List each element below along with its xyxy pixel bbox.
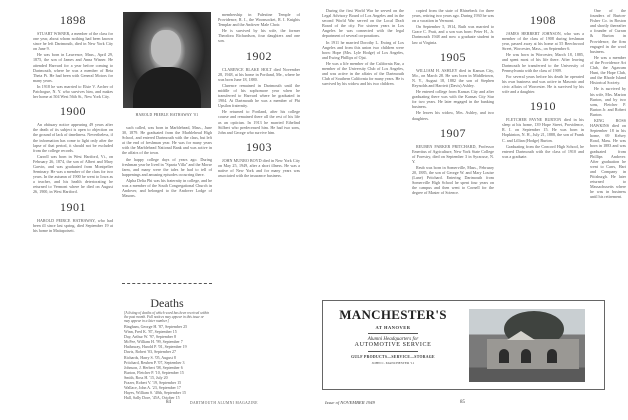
obituary-paragraph: CLARENCE BLAKE HOLT died November 28, 1948, at his home in Portland, Me., where he was born June 18, 1880.	[218, 66, 300, 82]
issue-date: Issue of NOVEMBER 1949	[325, 400, 375, 405]
left-column-2	[122, 125, 212, 280]
death-entry: Winn, Fred K. '87, September 15	[124, 329, 177, 335]
obituary-paragraph: membership in Palestine Temple of Providence, R. I., the Woonsocket, R. I. Knights Templar and the Andover Male Choir.	[218, 12, 300, 28]
photo-caption: HAROLD PREBLE HATHAWAY '01	[135, 113, 199, 117]
obituary-paragraph: One of the founders of Burton-Fisher Co. in Boston and shortly thereafter a founder of Curran & Burton in Providence, the firm engaged in the wool business.	[590, 8, 626, 54]
photo-face	[151, 30, 181, 66]
class-year-heading: 1898	[60, 13, 86, 27]
obituary-paragraph: An obituary notice appearing 49 years after the death of its subject is open to objection on the ground of lack of timeliness. Nevertheless, if the information has come to light only after the lapse of that period, it should not be excluded from the college records.	[33, 122, 113, 153]
obituary-paragraph: In 1918 he was married to Elsie V. Archer of Patchogue, N. Y. who survives him, and makes her home at 504 West 56th St., New York City.	[33, 83, 113, 100]
death-entry: Bingham, George H. '87, September 25	[124, 324, 188, 329]
obituary-paragraph: KING ROSS HAWKINS died on September 18 in his home, 69 Kelsey Road, Mass. He was born in 1883 and was graduated from Phillips Andover. After graduation he went to Carrs, Hart and Company in Pittsburgh. He later returned to Massachusetts where he was in business until his retirement.	[590, 117, 626, 200]
obituary-paragraph: He was born in Lawrence, Mass., April 29, 1875, the son of James and Anna Wisner. He attended Harvard for a year before coming to Dartmouth, where he was a member of Beta Theta Pi. He had been with General Motors for many years.	[33, 52, 113, 83]
ad-title: MANCHESTER'S	[339, 307, 447, 322]
obituary-paragraph: He is survived by his wife, Mrs. Marion Burton, and by two sons, Fletcher P. Burton Jr. and Robert Burton.	[590, 86, 626, 117]
portrait-photo	[123, 12, 211, 108]
ad-rule	[368, 333, 418, 334]
obituary-paragraph: WILLIAM H. ASHLEY died in Kansas City, Mo., on March 28. He was born in Middletown, N. Y., August 18, 1882 the son of Stephen Reynolds and Harriett (Davis) Ashley.	[412, 67, 494, 88]
death-entry: Frazer, Robert V. '19, September 15	[124, 380, 182, 386]
manchesters-advertisement	[322, 300, 605, 390]
photo-body	[133, 67, 201, 108]
death-entry: Pritchard, Reuben P. '07, September 3	[124, 359, 185, 365]
death-entry: Hall, Sally Dore, '45A, October 15	[124, 395, 180, 401]
ad-rule	[368, 351, 418, 352]
class-year-heading: 1910	[530, 99, 556, 114]
class-year-heading: 1905	[440, 49, 466, 64]
obituary-paragraph: REUBEN PARKER PRITCHARD, Professor Emeritus of Agriculture, New York State College of Forestry, died on September 3 in Syracuse, N. Y.	[412, 143, 494, 164]
death-entry: Day, Arthur W. '97, September 8	[124, 334, 177, 340]
obituary-paragraph: He was born in Worcester, March 18, 1885, and spent most of his life there. After leaving Dartmouth he transferred to the University of Pennsylvania with the class of 1909.	[502, 52, 584, 73]
photo-door	[499, 349, 509, 363]
left-column-1	[33, 8, 113, 398]
ad-owner: JOHN C. MANCHESTER '11	[371, 361, 415, 365]
obituary-paragraph: He leaves his widow, Mrs. Ashley, and two daughters.	[412, 110, 494, 121]
obituary-paragraph: STUART WISNER, a member of the class for one year, about whom nothing had been known since he left Dartmouth, died in New York City on June 9.	[33, 31, 113, 52]
deaths-heading: Deaths	[150, 296, 184, 310]
right-column-4	[590, 8, 626, 294]
obituary-paragraph: such called, was born in Marblehead, Mass., June 30, 1879. He graduated from the Marblehead High School, and entered Dartmouth with the class, but left at the end of freshman year. He was for many years with the Marblehead National Bank and was active in the affairs of the town.	[122, 125, 212, 156]
ad-service: AUTOMOTIVE SERVICE	[354, 342, 432, 348]
right-column-3	[502, 8, 584, 294]
class-year-heading: 1901	[60, 199, 86, 214]
left-column-3	[218, 12, 300, 398]
obituary-paragraph: copied from the state of Rhinebeck for three years, retiring two years ago. During 1930 he was on a vacation in Vermont.	[412, 8, 494, 24]
left-page-number: 84	[166, 400, 171, 405]
ad-subtitle: AT HANOVER	[375, 325, 411, 330]
obituary-paragraph: HAROLD PEIRCE HATHAWAY, who had been ill since last spring, died September 19 at his home in Mattapoisett.	[33, 217, 113, 233]
garage-photo	[469, 309, 585, 382]
obituary-paragraph: Alpha Delta Phi was his fraternity in college, and he was a member of the South Congregational Church in Andover, and belonged to the Andover Lodge of Masons.	[122, 177, 212, 199]
ad-products: GULF PRODUCTS—SERVICE—STORAGE	[351, 355, 435, 359]
class-year-heading: 1907	[440, 125, 466, 140]
obituary-paragraph: On September 5, 1914, Ruth was married to Grace C. Pratt, and a son was born: Peter H., Jr. Dartmouth 1948 and now a graduate student in law at Virginia.	[412, 24, 494, 45]
photo-door	[547, 349, 557, 363]
obituary-paragraph: He was a life member of the California Bar, a member of the University Club of Los Angeles, and was active in the affairs of the Dartmouth Club of Southern California for many years. He is survived by his widow and his two children.	[322, 60, 404, 87]
ad-tagline: Alumni Headquarters for	[367, 337, 419, 342]
obituary-paragraph: He is survived by his wife, the former Theodora Richardson, four daughters and one son.	[218, 28, 300, 44]
death-entry: Davis, Robert '03, September 27	[124, 349, 177, 355]
magazine-footer: DARTMOUTH ALUMNI MAGAZINE	[190, 401, 258, 405]
death-entry: Richards, Harry S. '05, August 8	[124, 354, 176, 360]
obituary-paragraph: FLETCHER PAYNE BURTON died in his sleep at his home, 139 Hope Street, Providence, R. I. on September 15. He was born in Hopkinton, N. H., July 21, 1888, the son of Frank C. and Lillian (Hodge) Burton.	[502, 117, 584, 143]
obituary-paragraph: Carroll was born in West Hartford, Vt., on February 26, 1874, the son of Albert and Mary Garvin, and was graduated from Montpelier Seminary. He was a member of the class for two years. In the autumn of 1900 he went to Iowa as a teacher, and his health deteriorating he returned to Vermont where he died on August 26, 1900, in West Hartford.	[33, 153, 113, 195]
class-year-heading: 1903	[246, 139, 272, 154]
class-year-heading: 1900	[60, 104, 86, 119]
class-year-heading: 1908	[530, 13, 556, 27]
death-entry: Hayes, William S. '40th, September 15	[124, 390, 187, 396]
deaths-list	[124, 324, 210, 400]
obituary-paragraph: In 1911 he married Dorothy L. Ewing of Los Angeles and from this union two children were born: Hope (Mrs. Lyle Hodge) of Los Angeles, and Ewing Phillips of Ojai.	[322, 39, 404, 60]
obituary-paragraph: Graduating from the Concord High School, he entered Dartmouth with the class of 1910 and was a graduate.	[502, 143, 584, 159]
death-entry: Johnson, J. Herbert '08, September 6	[124, 364, 183, 370]
obituary-paragraph: During the first World War he served on the Legal Advisory Board of Los Angeles and in the second World War served on the Local Draft Board of the city. For sixteen years in Los Angeles he was connected with the legal department of several corporations.	[322, 8, 404, 39]
right-column-1	[322, 8, 404, 294]
obituary-paragraph: For several years before his death he operated his own business and was active in Masonic and civic affairs of Worcester. He is survived by his wife and a daughter.	[502, 73, 584, 95]
obituary-paragraph: Clarence remained in Dartmouth until the middle of his sophomore year when he transferred to Harvard where he graduated in 1904. At Dartmouth he was a member of Phi Upsilon fraternity.	[218, 82, 300, 109]
photo-pediment	[507, 331, 535, 340]
death-entry: Wallace, John A. '23, September 17	[124, 385, 181, 391]
obituary-paragraph: Reub was born in Somerville, Mass., February 20, 1885, the son of George W. and Mary Louise (Lane) Pritchard. Entering Dartmouth from Somerville High School he spent four years on the campus and then went to Cornell for the degree of Master of Science.	[412, 164, 494, 196]
class-year-heading: 1902	[246, 48, 272, 63]
deaths-note: [A listing of deaths of which word has been received within the past month. Full notices may appear in this issue or may appear in a later number.]	[124, 311, 210, 324]
death-entry: McFee, William H. '99, September 7	[124, 339, 183, 345]
section-divider	[122, 283, 212, 284]
right-page-number: 85	[460, 400, 465, 405]
death-entry: Hathaway, Harold P. '01, September 19	[124, 344, 187, 350]
death-entry: Smith, Ross H. '15, July 20	[124, 374, 168, 380]
obituary-paragraph: JOHN MUNRO BOYD died in New York City on May 25, 1949, after a short illness. He was a native of New York and for many years was associated with the insurance business.	[218, 157, 300, 179]
death-entry: Burton, Fletcher P. '10, September 15	[124, 369, 184, 375]
obituary-paragraph: He returned to Portland, after his college course and remained there all the rest of his life as an optician. In 1913 he married Ethelind Stilbert who predeceased him. He had two sons, John and George who survive him.	[218, 109, 300, 135]
obituary-paragraph: He was a member of the Providence Art Club, the Agawam Hunt, the Hope Club, and the Rhode Island Historical Society.	[590, 54, 626, 86]
obituary-paragraph: the happy college days of years ago. During freshman year he lived in "Sparta Villa" and the Morse farm, and many were the tales he had to tell of happenings and amusing episodes occurring there.	[122, 156, 212, 177]
ad-text	[323, 301, 463, 389]
obituary-paragraph: JAMES HERBERT JOHNSON, who was a member of the class of 1908 during freshman year, passed away at his home at 55 Beechwood Street, Worcester, Mass., on September 6.	[502, 31, 584, 52]
photo-door	[521, 349, 531, 363]
right-column-2	[412, 8, 494, 294]
obituary-paragraph: He entered college from Kansas City and after graduating there was with the Kansas City Star for two years. He later engaged in the banking business.	[412, 89, 494, 110]
